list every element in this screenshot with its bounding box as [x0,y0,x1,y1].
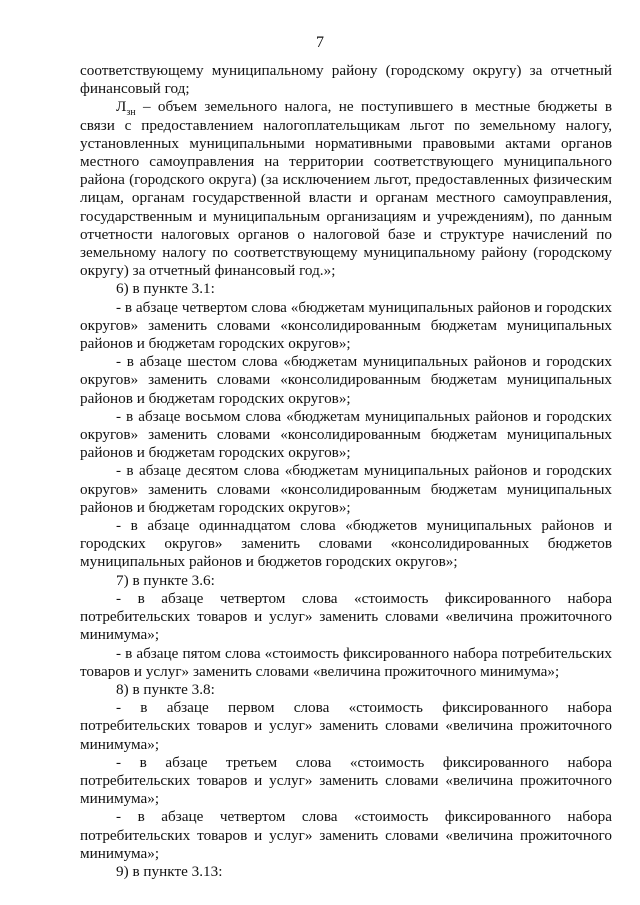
amendment-item: - в абзаце первом слова «стоимость фиксированного набора потребительских товаров и услуг» заменить словами «величина прожиточного минимума»; [80,699,612,753]
item-heading-6: 6) в пункте 3.1: [116,280,215,298]
document-body [80,62,612,881]
item-heading-8: 8) в пункте 3.8: [116,680,215,698]
paragraph-continuation: соответствующему муниципальному району (городскому округу) за отчетный финансовый год; [80,62,612,98]
amendment-item: - в абзаце четвертом слова «бюджетам муниципальных районов и городских округов» заменить словами «консолидированным бюджетам муниципальных районов и бюджетам городских округов»; [80,298,612,353]
paragraph-lzn-definition [80,98,612,280]
symbol-subscript: зн [126,107,136,119]
amendment-item: - в абзаце десятом слова «бюджетам муниципальных районов и городских округов» заменить словами «консолидированным бюджетам муниципальных районов и бюджетам городских округов»; [80,462,612,516]
item-heading-9: 9) в пункте 3.13: [116,862,223,880]
amendment-item: - в абзаце четвертом слова «стоимость фиксированного набора потребительских товаров и услуг» заменить словами «величина прожиточного минимума»; [80,808,612,862]
formula-symbol [116,98,136,119]
amendment-item: - в абзаце пятом слова «стоимость фиксированного набора потребительских товаров и услуг» заменить словами «величина прожиточного минимума»; [80,644,612,680]
amendment-item: - в абзаце восьмом слова «бюджетам муниципальных районов и городских округов» заменить словами «консолидированным бюджетам муниципальных районов и бюджетам городских округов»; [80,407,612,462]
amendment-item: - в абзаце третьем слова «стоимость фиксированного набора потребительских товаров и услуг» заменить словами «величина прожиточного минимума»; [80,753,612,808]
item-heading-7: 7) в пункте 3.6: [116,571,215,589]
page-number: 7 [316,34,324,51]
symbol-letter: Л [116,98,127,116]
amendment-item: - в абзаце шестом слова «бюджетам муниципальных районов и городских округов» заменить словами «консолидированным бюджетам муниципальных районов и бюджетам городских округов»; [80,353,612,407]
amendment-item: - в абзаце четвертом слова «стоимость фиксированного набора потребительских товаров и услуг» заменить словами «величина прожиточного минимума»; [80,589,612,644]
amendment-item: - в абзаце одиннадцатом слова «бюджетов муниципальных районов и городских округов» заменить словами «консолидированных бюджетов муниципальных районов и бюджетов городских округов»; [80,517,612,571]
definition-text: – объем земельного налога, не поступившего в местные бюджеты в связи с предоставлением налогоплательщикам льгот по земельному налогу, установленных муниципальными нормативными правовыми актами органов местного самоуправления на территории соответствующего муниципального района (городского округа) (за исключением льгот, предоставленных физическим лицам, органам государственной власти и органам местного самоуправления, государственным и муниципальным организациям и учреждениям), по данным отчетности налоговых органов о налоговой базе и структуре начислений по земельному налогу по соответствующему муниципальному району (городскому округу) за отчетный финансовый год.»; [80,98,612,280]
